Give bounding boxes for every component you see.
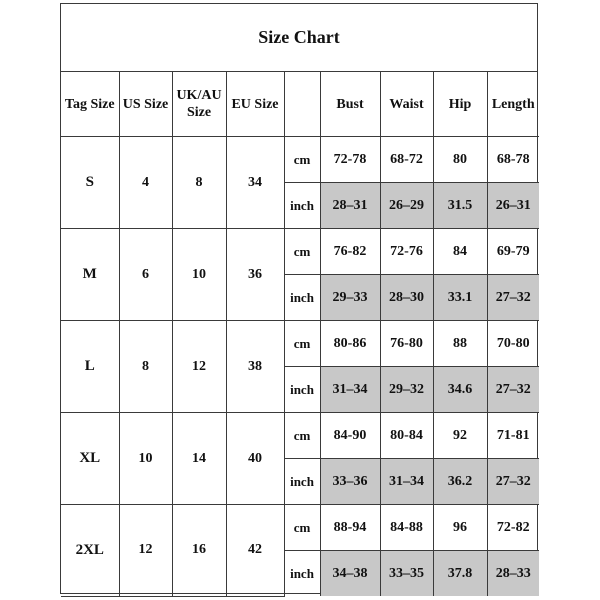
unit-cell: inch — [284, 551, 320, 597]
eu-size-cell: 38 — [226, 321, 284, 413]
us-size-cell: 4 — [119, 137, 172, 229]
bust-cell: 31–34 — [320, 367, 380, 413]
tag-size-cell: XL — [61, 413, 119, 505]
header-eu-size: EU Size — [226, 72, 284, 137]
bust-cell: 29–33 — [320, 275, 380, 321]
eu-size-cell: 36 — [226, 229, 284, 321]
header-length: Length — [487, 72, 539, 137]
tag-size-cell: S — [61, 137, 119, 229]
length-cell: 27–32 — [487, 459, 539, 505]
length-cell: 26–31 — [487, 183, 539, 229]
table-row — [61, 505, 539, 551]
hip-cell: 84 — [433, 229, 487, 275]
unit-cell: inch — [284, 275, 320, 321]
waist-cell: 68-72 — [380, 137, 433, 183]
length-cell: 70-80 — [487, 321, 539, 367]
length-cell: 71-81 — [487, 413, 539, 459]
hip-cell: 36.2 — [433, 459, 487, 505]
eu-size-cell: 34 — [226, 137, 284, 229]
unit-cell: inch — [284, 459, 320, 505]
bust-cell: 34–38 — [320, 551, 380, 597]
unit-cell: inch — [284, 183, 320, 229]
us-size-cell: 6 — [119, 229, 172, 321]
bust-cell: 80-86 — [320, 321, 380, 367]
waist-cell: 31–34 — [380, 459, 433, 505]
waist-cell: 84-88 — [380, 505, 433, 551]
bust-cell: 76-82 — [320, 229, 380, 275]
unit-cell: cm — [284, 321, 320, 367]
ukau-size-cell: 10 — [172, 229, 226, 321]
us-size-cell: 12 — [119, 505, 172, 597]
header-tag-size: Tag Size — [61, 72, 119, 137]
length-cell: 72-82 — [487, 505, 539, 551]
us-size-cell: 8 — [119, 321, 172, 413]
hip-cell: 96 — [433, 505, 487, 551]
hip-cell: 92 — [433, 413, 487, 459]
length-cell: 68-78 — [487, 137, 539, 183]
length-cell: 27–32 — [487, 367, 539, 413]
eu-size-cell: 42 — [226, 505, 284, 597]
tag-size-cell: M — [61, 229, 119, 321]
waist-cell: 72-76 — [380, 229, 433, 275]
bust-cell: 84-90 — [320, 413, 380, 459]
table-row — [61, 229, 539, 275]
unit-cell: cm — [284, 137, 320, 183]
header-row — [61, 72, 539, 137]
tag-size-cell: 2XL — [61, 505, 119, 597]
waist-cell: 26–29 — [380, 183, 433, 229]
waist-cell: 28–30 — [380, 275, 433, 321]
hip-cell: 31.5 — [433, 183, 487, 229]
unit-cell: inch — [284, 367, 320, 413]
length-cell: 27–32 — [487, 275, 539, 321]
bust-cell: 72-78 — [320, 137, 380, 183]
ukau-size-cell: 14 — [172, 413, 226, 505]
ukau-size-cell: 16 — [172, 505, 226, 597]
table-row — [61, 413, 539, 459]
table-row — [61, 137, 539, 183]
eu-size-cell: 40 — [226, 413, 284, 505]
header-us-size: US Size — [119, 72, 172, 137]
unit-cell: cm — [284, 505, 320, 551]
header-ukau-size: UK/AU Size — [172, 72, 226, 137]
us-size-cell: 10 — [119, 413, 172, 505]
size-table — [61, 72, 539, 597]
length-cell: 69-79 — [487, 229, 539, 275]
waist-cell: 29–32 — [380, 367, 433, 413]
bust-cell: 28–31 — [320, 183, 380, 229]
ukau-size-cell: 8 — [172, 137, 226, 229]
header-waist: Waist — [380, 72, 433, 137]
header-hip: Hip — [433, 72, 487, 137]
hip-cell: 88 — [433, 321, 487, 367]
tag-size-cell: L — [61, 321, 119, 413]
hip-cell: 34.6 — [433, 367, 487, 413]
size-chart — [60, 3, 538, 594]
hip-cell: 33.1 — [433, 275, 487, 321]
size-table-body — [61, 137, 539, 597]
length-cell: 28–33 — [487, 551, 539, 597]
header-bust: Bust — [320, 72, 380, 137]
unit-cell: cm — [284, 413, 320, 459]
waist-cell: 33–35 — [380, 551, 433, 597]
waist-cell: 76-80 — [380, 321, 433, 367]
hip-cell: 37.8 — [433, 551, 487, 597]
bust-cell: 88-94 — [320, 505, 380, 551]
unit-cell: cm — [284, 229, 320, 275]
waist-cell: 80-84 — [380, 413, 433, 459]
table-row — [61, 321, 539, 367]
ukau-size-cell: 12 — [172, 321, 226, 413]
hip-cell: 80 — [433, 137, 487, 183]
header-unit — [284, 72, 320, 137]
chart-title: Size Chart — [61, 4, 537, 72]
bust-cell: 33–36 — [320, 459, 380, 505]
